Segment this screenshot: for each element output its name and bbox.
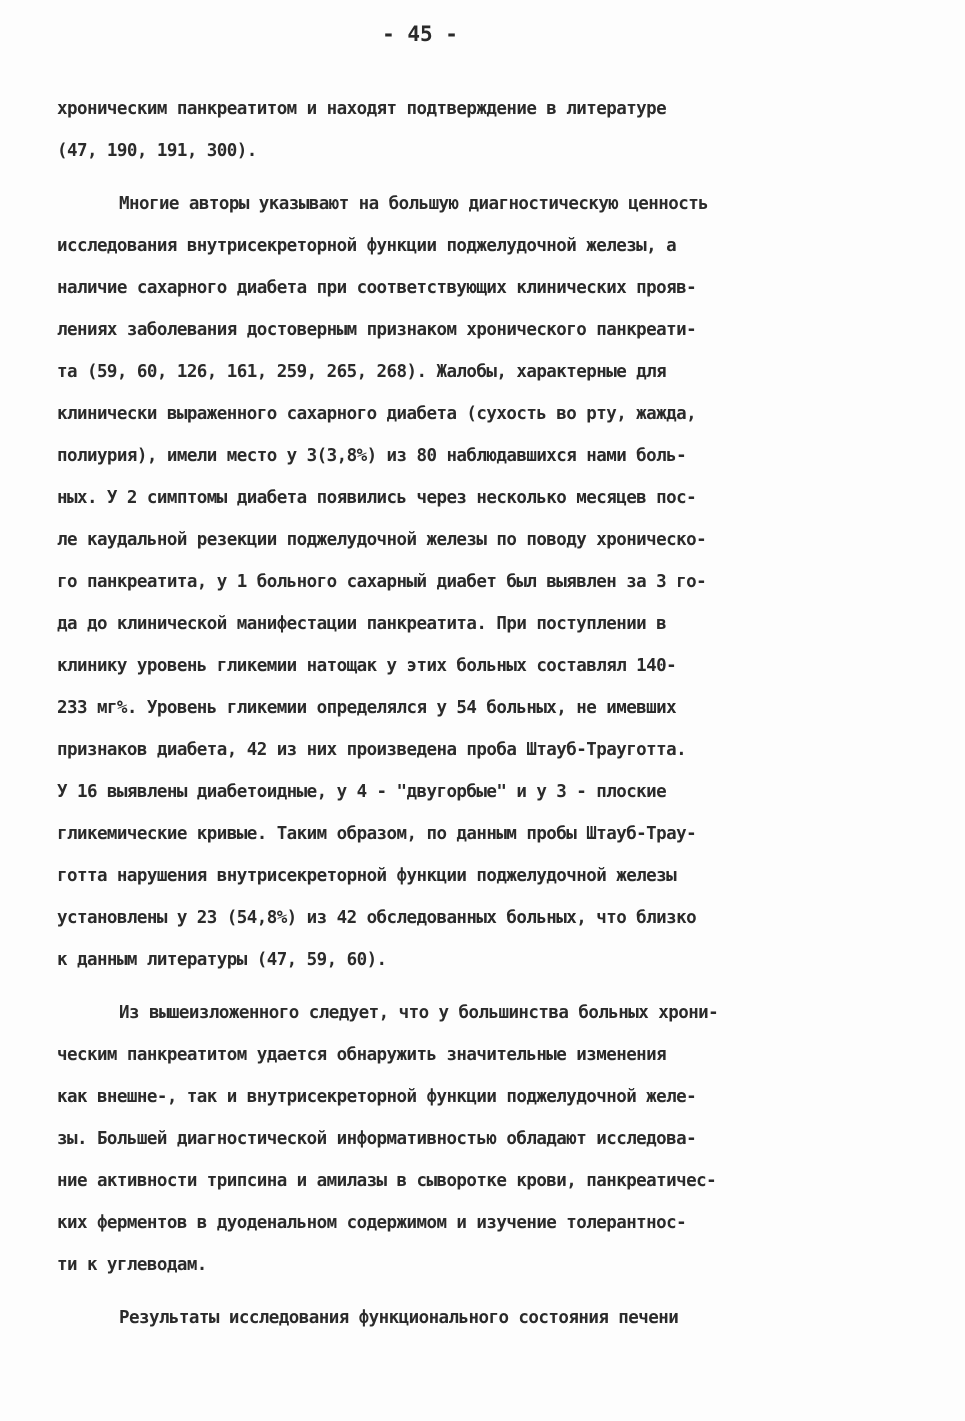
- text-line: как внешне-, так и внутрисекреторной функции поджелудочной желе-: [57, 1087, 697, 1107]
- text-line: клинически выраженного сахарного диабета (сухость во рту, жажда,: [57, 404, 697, 424]
- text-line: клинику уровень гликемии натощак у этих больных составлял 140-: [57, 656, 677, 676]
- text-line: признаков диабета, 42 из них произведена проба Штауб-Трауготта.: [57, 740, 687, 760]
- text-line: исследования внутрисекреторной функции поджелудочной железы, а: [57, 236, 677, 256]
- text-line: Из вышеизложенного следует, что у большинства больных хрони-: [119, 1003, 719, 1023]
- text-line: ческим панкреатитом удается обнаружить значительные изменения: [57, 1045, 667, 1065]
- text-line: готта нарушения внутрисекреторной функции поджелудочной железы: [57, 866, 677, 886]
- text-line: ных. У 2 симптомы диабета появились через несколько месяцев пос-: [57, 488, 697, 508]
- body-text: [57, 88, 907, 1339]
- text-line: Результаты исследования функционального состояния печени: [119, 1308, 679, 1328]
- text-line: хроническим панкреатитом и находят подтверждение в литературе: [57, 99, 667, 119]
- text-line: ние активности трипсина и амилазы в сыворотке крови, панкреатичес-: [57, 1171, 717, 1191]
- text-line: (47, 190, 191, 300).: [57, 141, 257, 161]
- text-line: Многие авторы указывают на большую диагностическую ценность: [119, 194, 709, 214]
- text-line: ких ферментов в дуоденальном содержимом и изучение толерантнос-: [57, 1213, 687, 1233]
- text-line: зы. Большей диагностической информативностью обладают исследова-: [57, 1129, 697, 1149]
- text-line: та (59, 60, 126, 161, 259, 265, 268). Жалобы, характерные для: [57, 362, 667, 382]
- text-line: установлены у 23 (54,8%) из 42 обследованных больных, что близко: [57, 908, 697, 928]
- text-line: лениях заболевания достоверным признаком хронического панкреати-: [57, 320, 697, 340]
- text-line: У 16 выявлены диабетоидные, у 4 - "двугорбые" и у 3 - плоские: [57, 782, 667, 802]
- text-line: наличие сахарного диабета при соответствующих клинических прояв-: [57, 278, 697, 298]
- page-number: - 45 -: [382, 22, 458, 46]
- text-line: ле каудальной резекции поджелудочной железы по поводу хроническо-: [57, 530, 707, 550]
- text-line: 233 мг%. Уровень гликемии определялся у 54 больных, не имевших: [57, 698, 677, 718]
- text-line: полиурия), имели место у 3(3,8%) из 80 наблюдавшихся нами боль-: [57, 446, 687, 466]
- text-line: гликемические кривые. Таким образом, по данным пробы Штауб-Трау-: [57, 824, 697, 844]
- text-line: да до клинической манифестации панкреатита. При поступлении в: [57, 614, 667, 634]
- text-line: к данным литературы (47, 59, 60).: [57, 950, 387, 970]
- text-line: го панкреатита, у 1 больного сахарный диабет был выявлен за 3 го-: [57, 572, 707, 592]
- text-line: ти к углеводам.: [57, 1255, 207, 1275]
